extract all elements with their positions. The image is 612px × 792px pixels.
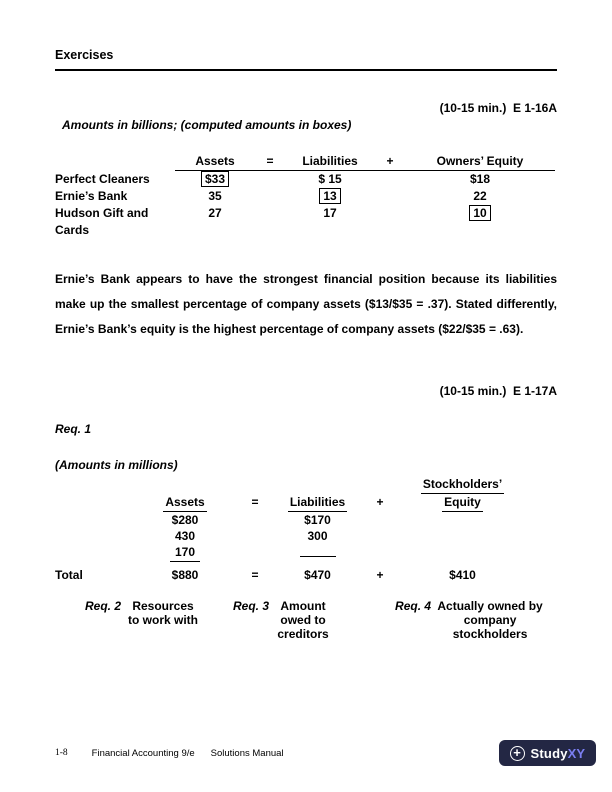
table-header-cells <box>175 154 555 171</box>
assets-cell <box>175 188 255 205</box>
req3-label: Req. 3 <box>233 599 270 613</box>
req3-text: Amount owed to creditors <box>277 599 329 641</box>
equity-cell <box>405 205 555 239</box>
req4-label: Req. 4 <box>395 599 432 613</box>
blank-underline <box>300 544 336 557</box>
req4-text: Actually owned by company stockholders <box>437 599 543 641</box>
total-assets: $880 <box>171 568 199 582</box>
equity-cell <box>405 171 555 188</box>
logo-text-accent: XY <box>567 745 585 761</box>
table-row <box>55 528 557 544</box>
table-header-row <box>55 154 557 171</box>
column-header-equity <box>395 494 530 512</box>
assets-cell <box>175 205 255 239</box>
liabilities-cell: 300 <box>307 529 328 543</box>
spacer <box>240 512 270 528</box>
spacer <box>365 476 395 494</box>
req2-label: Req. 2 <box>85 599 122 613</box>
spacer <box>395 544 530 562</box>
total-label: Total <box>55 568 83 582</box>
liabilities-cell: $170 <box>304 513 331 527</box>
spacer <box>240 476 270 494</box>
spacer <box>365 512 395 528</box>
liabilities-cell <box>285 205 375 239</box>
assets-cell <box>130 544 240 562</box>
equity-value: $18 <box>469 172 491 186</box>
req4-item <box>395 599 543 641</box>
company-name: Perfect Cleaners <box>55 172 150 186</box>
plus-icon: + <box>510 746 525 761</box>
assets-value: 35 <box>208 189 222 203</box>
liabilities-cell <box>285 188 375 205</box>
page-title: Exercises <box>55 48 114 62</box>
equals-sign: = <box>251 568 259 582</box>
assets-value-underlined: 170 <box>170 544 200 562</box>
section-header <box>55 48 557 71</box>
equity-cell <box>405 188 555 205</box>
spacer <box>55 512 130 528</box>
studyxy-logo <box>499 740 596 766</box>
equation-table-e117a <box>55 476 557 583</box>
spacer <box>270 476 365 494</box>
column-header-liabilities <box>270 494 365 512</box>
assets-cell <box>175 171 255 188</box>
equals-spacer <box>255 205 285 239</box>
exercise-subtitle-e116a: Amounts in billions; (computed amounts in boxes) <box>62 118 352 132</box>
assets-header-label: Assets <box>163 494 206 512</box>
plus-spacer <box>375 188 405 205</box>
equals-sign: = <box>251 495 259 509</box>
exercise-subtitle-e117a: (Amounts in millions) <box>55 458 178 472</box>
spacer <box>55 494 130 512</box>
column-header-assets <box>130 494 240 512</box>
plus-sign: + <box>386 154 394 168</box>
total-row <box>55 567 557 583</box>
assets-cell: 430 <box>174 529 196 543</box>
exercise-heading-e117a: (10-15 min.) E 1-17A <box>439 384 557 398</box>
spacer <box>55 476 130 494</box>
equity-value: 22 <box>473 189 487 203</box>
plus-spacer <box>375 171 405 188</box>
total-equity: $410 <box>449 568 476 582</box>
manual-label: Solutions Manual <box>210 747 284 759</box>
table-header-row <box>55 494 557 512</box>
column-header-assets: Assets <box>195 154 235 168</box>
plus-sign: + <box>376 495 384 509</box>
table-row <box>55 171 557 188</box>
equals-sign: = <box>266 154 274 168</box>
book-title: Financial Accounting 9/e <box>91 747 195 759</box>
stockholders-header-row <box>55 476 557 494</box>
page-number: 1-8 <box>55 748 68 758</box>
spacer <box>55 544 130 562</box>
company-name: Ernie’s Bank <box>55 189 128 203</box>
req1-label: Req. 1 <box>55 422 92 436</box>
req2-item <box>85 599 199 641</box>
equity-value: 10 <box>469 205 490 221</box>
spacer <box>395 512 530 528</box>
liabilities-value: 17 <box>323 206 337 220</box>
plus-spacer <box>375 205 405 239</box>
total-liabilities: $470 <box>304 568 331 582</box>
spacer <box>365 544 395 562</box>
company-name: Hudson Gift and Cards <box>55 206 149 237</box>
req2-text: Resources to work with <box>128 599 199 627</box>
spacer <box>55 528 130 544</box>
stockholders-label: Stockholders’ <box>421 476 504 494</box>
table-row <box>55 188 557 205</box>
assets-value: $33 <box>201 171 229 187</box>
spacer <box>240 544 270 562</box>
column-header-stockholders <box>395 476 530 494</box>
table-row <box>55 205 557 239</box>
page-content <box>55 48 557 641</box>
header-spacer <box>55 154 175 171</box>
liabilities-value: $ 15 <box>318 172 342 186</box>
spacer <box>130 476 240 494</box>
analysis-paragraph: Ernie’s Bank appears to have the strongest financial position because its liabilities make up the smallest percentage of company assets ($13/$35 = .37). Stated differently, Ernie’s Bank’s equity is the highest percentage of company assets ($22/$35 = .63). <box>55 272 557 336</box>
requirements-block <box>55 599 557 641</box>
logo-text-primary: Study <box>530 745 568 761</box>
equity-header-label: Equity <box>442 494 483 512</box>
equals-spacer <box>255 188 285 205</box>
spacer <box>240 528 270 544</box>
assets-cell: $280 <box>171 513 199 527</box>
assets-value: 27 <box>208 206 222 220</box>
equals-spacer <box>255 171 285 188</box>
table-row <box>55 512 557 528</box>
req3-item <box>233 599 331 641</box>
plus-sign: + <box>376 568 384 582</box>
spacer <box>395 528 530 544</box>
equation-table-e116a <box>55 154 557 239</box>
column-header-liabilities: Liabilities <box>302 154 358 168</box>
spacer <box>365 528 395 544</box>
liabilities-cell <box>285 171 375 188</box>
table-row <box>55 544 557 562</box>
page-footer <box>55 740 596 766</box>
liabilities-cell <box>270 544 365 562</box>
liabilities-header-label: Liabilities <box>288 494 347 512</box>
liabilities-value: 13 <box>319 188 340 204</box>
column-header-owners-equity: Owners’ Equity <box>436 154 524 168</box>
exercise-heading-e116a: (10-15 min.) E 1-16A <box>439 101 557 115</box>
